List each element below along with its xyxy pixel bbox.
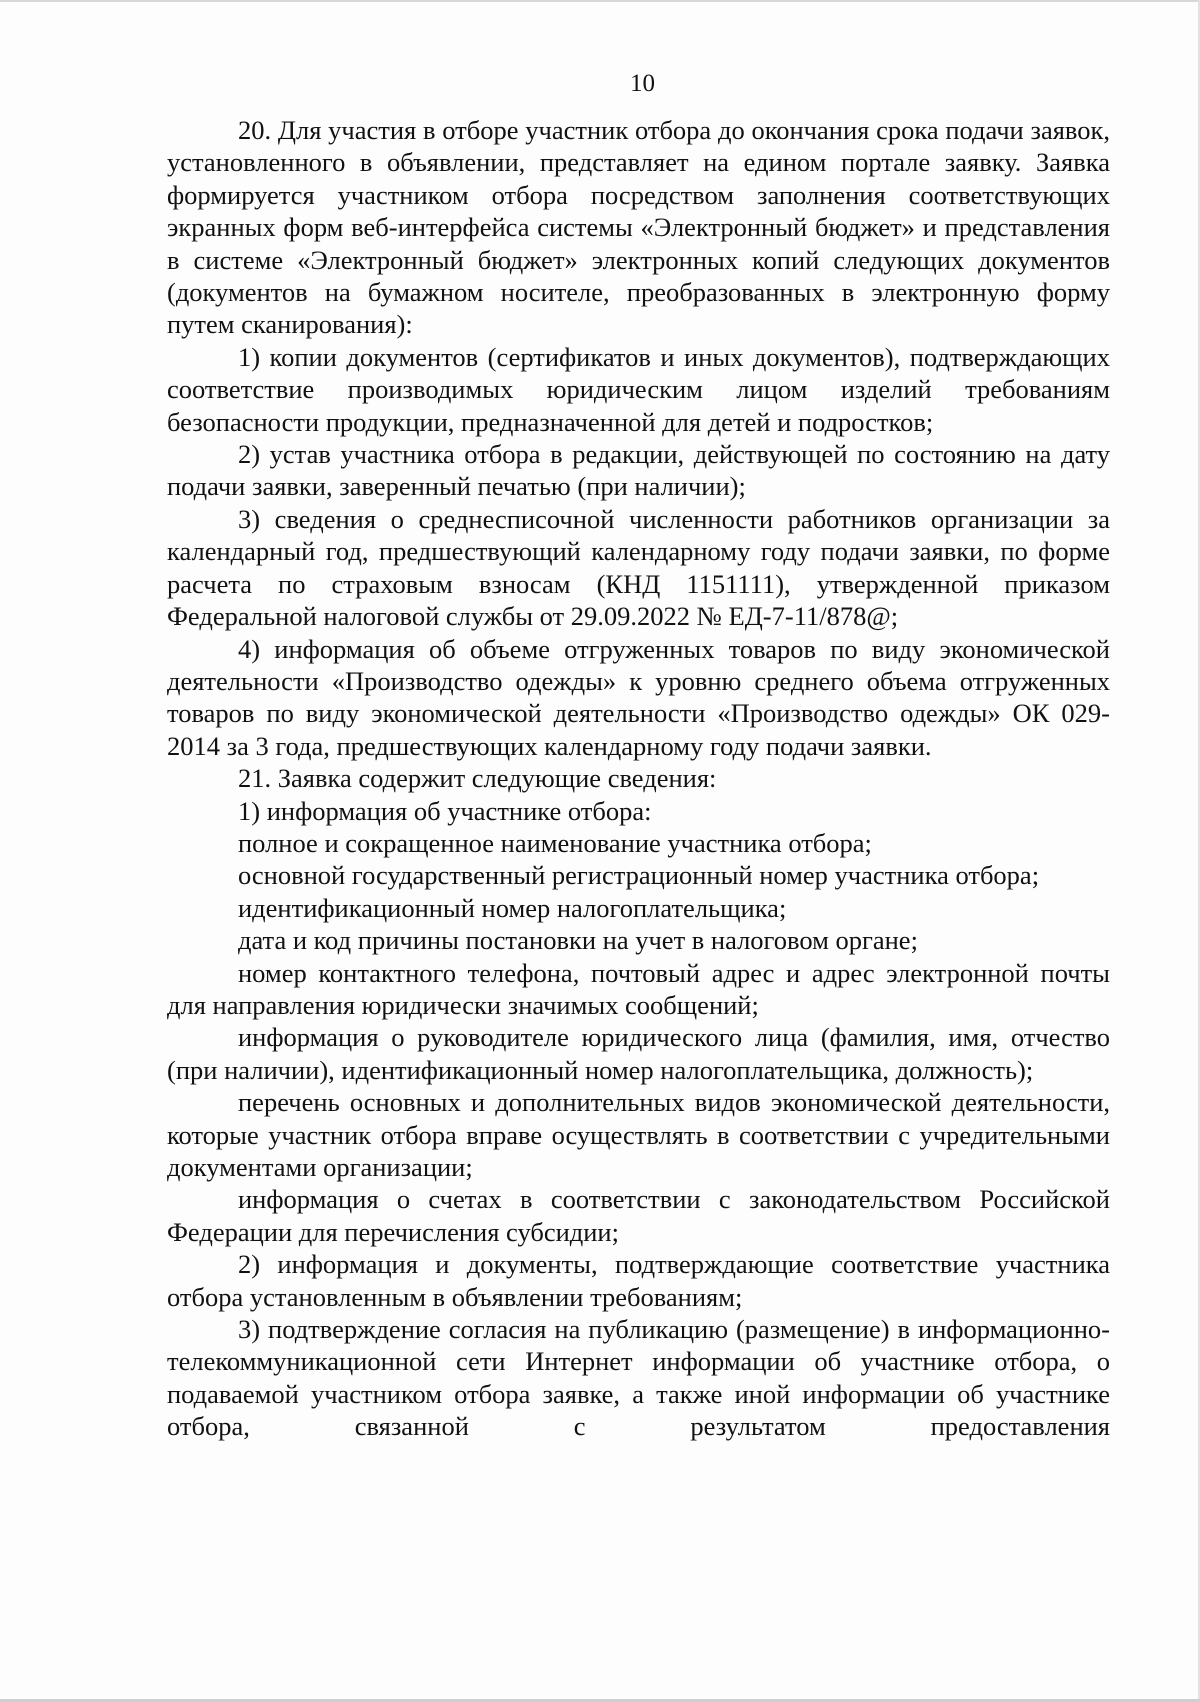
sub-item-activity-types: перечень основных и дополнительных видов экономической деятельности, которые участник отбора вправе осуществлять в соответствии с учредительными документами организации; xyxy=(167,1087,1110,1182)
list-item-2-compliance-docs: 2) информация и документы, подтверждающие соответствие участника отбора установленным в объявлении требованиям; xyxy=(167,1249,1110,1312)
sub-item-director-info: информация о руководителе юридического лица (фамилия, имя, отчество (при наличии), идентификационный номер налогоплательщика, должность); xyxy=(167,1022,1110,1085)
sub-item-contacts: номер контактного телефона, почтовый адрес и адрес электронной почты для направления юридически значимых сообщений; xyxy=(167,957,1110,1020)
sub-item-ogrn: основной государственный регистрационный номер участника отбора; xyxy=(238,860,1040,891)
list-item-1-certificates: 1) копии документов (сертификатов и иных документов), подтверждающих соответствие производимых юридическим лицом изделий требованиям безопасности продукции, предназначенной для детей и подростков; xyxy=(167,341,1110,437)
sub-item-inn: идентификационный номер налогоплательщика; xyxy=(238,892,787,923)
sub-item-registration-date: дата и код причины постановки на учет в налоговом органе; xyxy=(238,925,918,956)
sub-item-bank-accounts: информация о счетах в соответствии с законодательством Российской Федерации для перечисления субсидии; xyxy=(167,1184,1110,1247)
document-body xyxy=(167,114,1110,1443)
paragraph-20-intro: 20. Для участия в отборе участник отбора до окончания срока подачи заявок, установленного в объявлении, представляет на едином портале заявку. Заявка формируется участником отбора посредством заполнения соответствующих экранных форм веб-интерфейса системы «Электронный бюджет» и представления в системе «Электронный бюджет» электронных копий следующих документов (документов на бумажном носителе, преобразованных в электронную форму путем сканирования): xyxy=(167,115,1110,340)
list-item-4-shipped-goods: 4) информация об объеме отгруженных товаров по виду экономической деятельности «Производство одежды» к уровню среднего объема отгруженных товаров по виду экономической деятельности «Производство одежды» ОК 029-2014 за 3 года, предшествующих календарному году подачи заявки. xyxy=(167,633,1110,761)
scan-edge-top xyxy=(0,0,1200,2)
list-item-3-publication-consent: 3) подтверждение согласия на публикацию (размещение) в информационно-телекоммуникационной сети Интернет информации об участнике отбора, о подаваемой участником отбора заявке, а также иной информации об участнике отбора, связанной с результатом предоставления xyxy=(167,1314,1110,1442)
list-item-1-participant-info: 1) информация об участнике отбора: xyxy=(238,795,652,826)
sub-item-full-name: полное и сокращенное наименование участника отбора; xyxy=(238,827,872,858)
paragraph-21-intro: 21. Заявка содержит следующие сведения: xyxy=(238,763,717,794)
page-number: 10 xyxy=(630,70,655,97)
list-item-3-headcount: 3) сведения о среднесписочной численности работников организации за календарный год, предшествующий календарному году подачи заявки, по форме расчета по страховым взносам (КНД 1151111), утвержденной приказом Федеральной налоговой службы от 29.09.2022 № ЕД-7-11/878@; xyxy=(167,503,1110,632)
list-item-2-charter: 2) устав участника отбора в редакции, действующей по состоянию на дату подачи заявки, заверенный печатью (при наличии); xyxy=(167,439,1110,502)
